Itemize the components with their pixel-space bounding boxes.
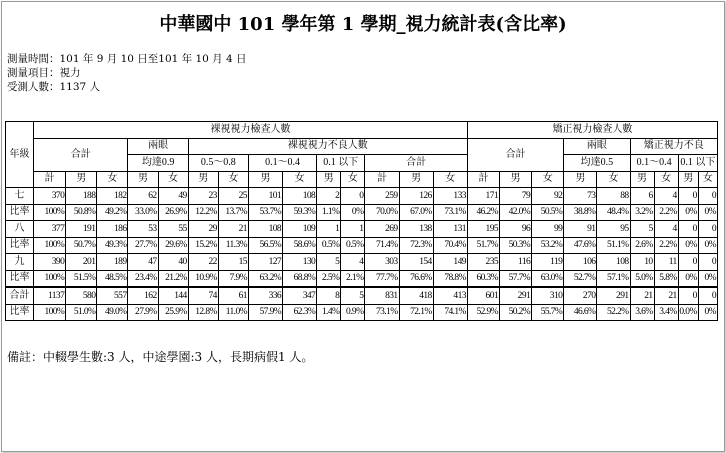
table-cell: 0	[698, 188, 717, 205]
table-cell: 201	[66, 254, 97, 271]
table-cell: 21	[654, 287, 678, 304]
table-cell: 77.7%	[365, 270, 399, 287]
row-label: 九	[6, 254, 34, 271]
table-cell: 51.5%	[66, 270, 97, 287]
table-cell: 5.0%	[630, 270, 654, 287]
table-cell: 50.8%	[66, 204, 97, 221]
table-cell: 336	[248, 287, 282, 304]
corrected-range-below-01-header: 0.1 以下	[678, 155, 717, 172]
table-cell: 50.2%	[500, 304, 532, 321]
table-cell: 130	[283, 254, 317, 271]
female-header: 女	[597, 171, 630, 188]
naked-total-header: 合計	[34, 138, 128, 171]
table-cell: 46.2%	[467, 204, 499, 221]
count-header: 計	[34, 171, 66, 188]
naked-poor-header: 裸視視力不良人數	[188, 138, 467, 155]
survey-info	[7, 52, 247, 94]
table-cell: 38.8%	[564, 204, 597, 221]
table-cell: 291	[597, 287, 630, 304]
count-header: 計	[365, 171, 399, 188]
table-cell: 191	[66, 221, 97, 238]
table-cell: 3.4%	[654, 304, 678, 321]
table-row	[6, 204, 718, 221]
table-row	[6, 221, 718, 238]
table-cell: 127	[248, 254, 282, 271]
table-cell: 108	[283, 188, 317, 205]
table-cell: 0%	[341, 204, 365, 221]
male-header: 男	[500, 171, 532, 188]
table-cell: 70.0%	[365, 204, 399, 221]
table-cell: 4	[341, 254, 365, 271]
table-cell: 74	[188, 287, 218, 304]
table-cell: 269	[365, 221, 399, 238]
table-cell: 4	[654, 221, 678, 238]
table-cell: 48.4%	[597, 204, 630, 221]
table-cell: 59.3%	[283, 204, 317, 221]
table-cell: 6	[630, 188, 654, 205]
table-cell: 92	[532, 188, 564, 205]
table-cell: 1	[317, 221, 341, 238]
table-cell: 40	[158, 254, 188, 271]
table-cell: 0.9%	[341, 304, 365, 321]
table-cell: 15.2%	[188, 237, 218, 254]
table-cell: 171	[467, 188, 499, 205]
table-cell: 100%	[34, 204, 66, 221]
naked-vision-group-header: 裸視視力檢查人數	[34, 122, 468, 139]
table-cell: 60.3%	[467, 270, 499, 287]
grade-header: 年級	[6, 122, 34, 188]
table-cell: 138	[399, 221, 433, 238]
table-cell: 33.0%	[128, 204, 158, 221]
table-cell: 831	[365, 287, 399, 304]
table-cell: 88	[597, 188, 630, 205]
table-cell: 57.1%	[597, 270, 630, 287]
table-cell: 73	[564, 188, 597, 205]
table-cell: 58.6%	[283, 237, 317, 254]
table-cell: 23	[188, 188, 218, 205]
table-cell: 95	[597, 221, 630, 238]
corrected-range-01-04-header: 0.1～0.4	[630, 155, 678, 172]
table-cell: 0%	[678, 237, 698, 254]
male-header: 男	[564, 171, 597, 188]
table-cell: 182	[97, 188, 128, 205]
poor-total-header: 合計	[365, 155, 467, 172]
table-cell: 27.9%	[128, 304, 158, 321]
reach-09-header: 均達0.9	[128, 155, 188, 172]
row-label: 比率	[6, 304, 34, 321]
table-cell: 108	[597, 254, 630, 271]
table-cell: 0%	[678, 204, 698, 221]
table-cell: 189	[97, 254, 128, 271]
table-cell: 2.2%	[654, 204, 678, 221]
table-cell: 56.5%	[248, 237, 282, 254]
row-label: 比率	[6, 270, 34, 287]
female-header: 女	[532, 171, 564, 188]
table-cell: 235	[467, 254, 499, 271]
table-cell: 3.2%	[630, 204, 654, 221]
table-cell: 1	[341, 221, 365, 238]
table-cell: 0	[698, 287, 717, 304]
table-cell: 47.6%	[564, 237, 597, 254]
table-cell: 50.7%	[66, 237, 97, 254]
table-body	[6, 188, 718, 321]
table-cell: 67.0%	[399, 204, 433, 221]
table-cell: 96	[500, 221, 532, 238]
female-header: 女	[698, 171, 717, 188]
table-cell: 62	[128, 188, 158, 205]
table-cell: 12.8%	[188, 304, 218, 321]
table-cell: 11.0%	[218, 304, 248, 321]
table-cell: 52.9%	[467, 304, 499, 321]
table-cell: 52.7%	[564, 270, 597, 287]
table-cell: 3.6%	[630, 304, 654, 321]
table-cell: 162	[128, 287, 158, 304]
table-cell: 91	[564, 221, 597, 238]
male-header: 男	[66, 171, 97, 188]
table-cell: 25	[218, 188, 248, 205]
table-cell: 0	[698, 254, 717, 271]
female-header: 女	[218, 171, 248, 188]
table-cell: 0%	[698, 304, 717, 321]
range-01-04-header: 0.1～0.4	[248, 155, 316, 172]
table-cell: 131	[433, 221, 467, 238]
tested-count: 受測人數：1137 人	[7, 81, 101, 93]
male-header: 男	[188, 171, 218, 188]
table-cell: 78.8%	[433, 270, 467, 287]
table-cell: 21	[630, 287, 654, 304]
table-cell: 21	[218, 221, 248, 238]
table-cell: 106	[564, 254, 597, 271]
table-cell: 310	[532, 287, 564, 304]
count-header: 計	[467, 171, 499, 188]
table-cell: 25.9%	[158, 304, 188, 321]
table-cell: 49.3%	[97, 237, 128, 254]
table-cell: 0%	[698, 270, 717, 287]
table-cell: 0	[341, 188, 365, 205]
table-cell: 47	[128, 254, 158, 271]
table-cell: 5.8%	[654, 270, 678, 287]
table-cell: 73.1%	[433, 204, 467, 221]
table-cell: 21.2%	[158, 270, 188, 287]
table-cell: 2.5%	[317, 270, 341, 287]
table-cell: 74.1%	[433, 304, 467, 321]
male-header: 男	[678, 171, 698, 188]
table-cell: 49.2%	[97, 204, 128, 221]
table-cell: 100%	[34, 304, 66, 321]
table-cell: 27.7%	[128, 237, 158, 254]
table-cell: 26.9%	[158, 204, 188, 221]
table-cell: 11.3%	[218, 237, 248, 254]
table-cell: 5	[317, 254, 341, 271]
table-cell: 15	[218, 254, 248, 271]
table-cell: 13.7%	[218, 204, 248, 221]
table-cell: 1.4%	[317, 304, 341, 321]
table-cell: 2.6%	[630, 237, 654, 254]
table-cell: 0	[678, 221, 698, 238]
table-cell: 10	[630, 254, 654, 271]
table-cell: 70.4%	[433, 237, 467, 254]
male-header: 男	[399, 171, 433, 188]
table-cell: 29.6%	[158, 237, 188, 254]
table-cell: 63.0%	[532, 270, 564, 287]
document-title: 中華國中 101 學年第 1 學期_視力統計表(含比率)	[159, 14, 567, 35]
table-cell: 0%	[698, 237, 717, 254]
female-header: 女	[341, 171, 365, 188]
table-cell: 48.5%	[97, 270, 128, 287]
table-cell: 46.6%	[564, 304, 597, 321]
table-cell: 377	[34, 221, 66, 238]
row-label: 七	[6, 188, 34, 205]
table-cell: 1137	[34, 287, 66, 304]
table-cell: 12.2%	[188, 204, 218, 221]
table-row	[6, 304, 718, 321]
table-cell: 108	[248, 221, 282, 238]
table-cell: 51.7%	[467, 237, 499, 254]
table-cell: 62.3%	[283, 304, 317, 321]
table-cell: 57.9%	[248, 304, 282, 321]
female-header: 女	[158, 171, 188, 188]
table-cell: 390	[34, 254, 66, 271]
table-cell: 0.5%	[317, 237, 341, 254]
male-header: 男	[317, 171, 341, 188]
table-cell: 72.1%	[399, 304, 433, 321]
table-cell: 2.2%	[654, 237, 678, 254]
corrected-both-eyes-header: 兩眼	[564, 138, 630, 155]
table-cell: 2.1%	[341, 270, 365, 287]
female-header: 女	[283, 171, 317, 188]
remark-note: 備註：中輟學生數:3 人，中途學園:3 人，長期病假1 人。	[7, 350, 314, 364]
table-cell: 195	[467, 221, 499, 238]
naked-both-eyes-header: 兩眼	[128, 138, 188, 155]
table-cell: 154	[399, 254, 433, 271]
table-cell: 119	[532, 254, 564, 271]
table-cell: 291	[500, 287, 532, 304]
table-cell: 0	[678, 188, 698, 205]
row-label: 合計	[6, 287, 34, 304]
table-cell: 5	[630, 221, 654, 238]
table-row	[6, 188, 718, 205]
table-cell: 347	[283, 287, 317, 304]
table-cell: 79	[500, 188, 532, 205]
female-header: 女	[433, 171, 467, 188]
table-cell: 7.9%	[218, 270, 248, 287]
corrected-total-header: 合計	[467, 138, 563, 171]
table-cell: 50.3%	[500, 237, 532, 254]
row-label: 八	[6, 221, 34, 238]
table-cell: 76.6%	[399, 270, 433, 287]
corrected-vision-group-header: 矯正視力檢查人數	[467, 122, 717, 139]
table-cell: 303	[365, 254, 399, 271]
table-cell: 99	[532, 221, 564, 238]
vision-statistics-table	[5, 121, 718, 321]
table-cell: 100%	[34, 237, 66, 254]
table-row	[6, 254, 718, 271]
table-cell: 11	[654, 254, 678, 271]
table-cell: 418	[399, 287, 433, 304]
table-cell: 116	[500, 254, 532, 271]
table-cell: 61	[218, 287, 248, 304]
table-cell: 0%	[698, 204, 717, 221]
table-cell: 52.2%	[597, 304, 630, 321]
table-cell: 29	[188, 221, 218, 238]
measurement-item: 測量項目：視力	[7, 67, 81, 79]
table-cell: 50.5%	[532, 204, 564, 221]
table-cell: 0.5%	[341, 237, 365, 254]
table-cell: 270	[564, 287, 597, 304]
table-cell: 4	[654, 188, 678, 205]
table-cell: 413	[433, 287, 467, 304]
table-cell: 580	[66, 287, 97, 304]
table-cell: 23.4%	[128, 270, 158, 287]
table-cell: 370	[34, 188, 66, 205]
table-cell: 0	[678, 287, 698, 304]
table-cell: 259	[365, 188, 399, 205]
table-row	[6, 237, 718, 254]
table-cell: 0	[698, 221, 717, 238]
table-cell: 72.3%	[399, 237, 433, 254]
table-cell: 5	[341, 287, 365, 304]
gender-header-row	[6, 171, 718, 188]
range-below-01-header: 0.1 以下	[317, 155, 365, 172]
table-cell: 49.0%	[97, 304, 128, 321]
female-header: 女	[97, 171, 128, 188]
male-header: 男	[630, 171, 654, 188]
table-cell: 188	[66, 188, 97, 205]
measurement-period: 測量時間：101 年 9 月 10 日至101 年 10 月 4 日	[7, 53, 247, 65]
table-cell: 22	[188, 254, 218, 271]
table-row	[6, 287, 718, 304]
table-cell: 55	[158, 221, 188, 238]
table-cell: 144	[158, 287, 188, 304]
row-label: 比率	[6, 237, 34, 254]
table-cell: 68.8%	[283, 270, 317, 287]
table-cell: 126	[399, 188, 433, 205]
row-label: 比率	[6, 204, 34, 221]
table-cell: 57.7%	[500, 270, 532, 287]
table-cell: 101	[248, 188, 282, 205]
male-header: 男	[248, 171, 282, 188]
female-header: 女	[654, 171, 678, 188]
table-cell: 109	[283, 221, 317, 238]
table-cell: 186	[97, 221, 128, 238]
corrected-poor-header: 矯正視力不良	[630, 138, 718, 155]
table-cell: 0.0%	[678, 304, 698, 321]
table-cell: 2	[317, 188, 341, 205]
table-cell: 49	[158, 188, 188, 205]
table-cell: 149	[433, 254, 467, 271]
table-cell: 8	[317, 287, 341, 304]
table-cell: 53.2%	[532, 237, 564, 254]
table-cell: 0%	[678, 270, 698, 287]
table-cell: 55.7%	[532, 304, 564, 321]
table-row	[6, 270, 718, 287]
reach-05-header: 均達0.5	[564, 155, 630, 172]
table-cell: 73.1%	[365, 304, 399, 321]
table-cell: 51.1%	[597, 237, 630, 254]
table-cell: 53.7%	[248, 204, 282, 221]
table-cell: 601	[467, 287, 499, 304]
table-cell: 63.2%	[248, 270, 282, 287]
male-header: 男	[128, 171, 158, 188]
table-cell: 51.0%	[66, 304, 97, 321]
table-cell: 10.9%	[188, 270, 218, 287]
table-cell: 71.4%	[365, 237, 399, 254]
table-cell: 0	[678, 254, 698, 271]
table-cell: 557	[97, 287, 128, 304]
table-cell: 53	[128, 221, 158, 238]
table-cell: 1.1%	[317, 204, 341, 221]
table-cell: 133	[433, 188, 467, 205]
table-cell: 100%	[34, 270, 66, 287]
range-05-08-header: 0.5～0.8	[188, 155, 248, 172]
table-cell: 42.0%	[500, 204, 532, 221]
